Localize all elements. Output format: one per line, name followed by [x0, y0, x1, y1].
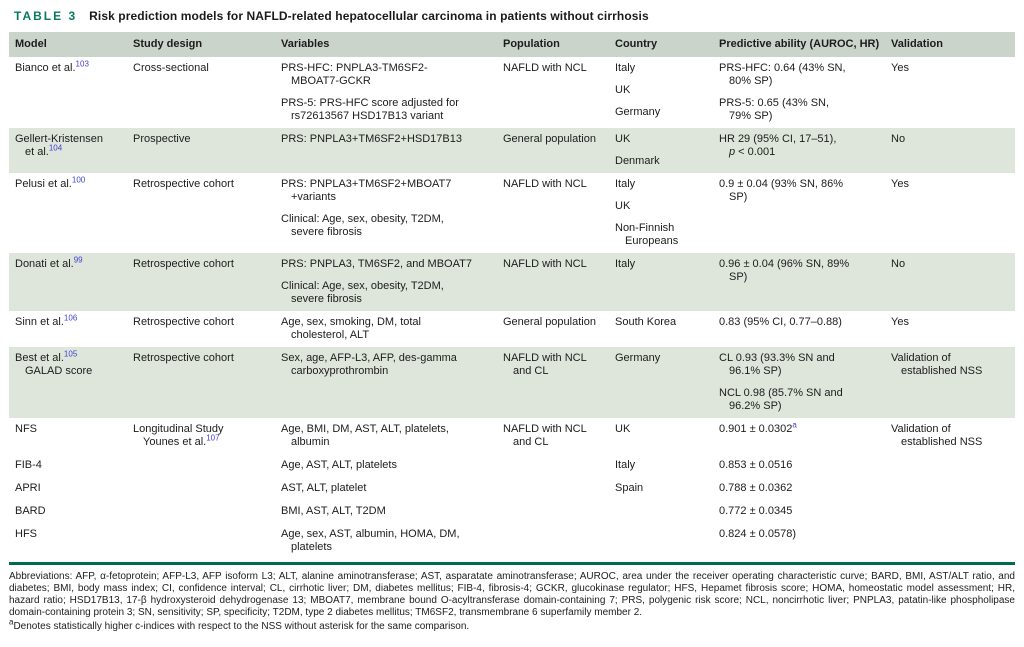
population-text: General population — [503, 133, 596, 145]
design-text: Retrospective cohort — [133, 178, 234, 190]
cell-design — [133, 477, 281, 500]
table-row — [9, 173, 1015, 253]
predictive-text: CL 0.93 (93.3% SN and 96.1% SP) — [719, 352, 835, 377]
validation-text: Validation of established NSS — [891, 352, 983, 377]
cell-validation — [891, 523, 1015, 559]
table-body — [9, 57, 1015, 559]
cell-population — [503, 500, 615, 523]
predictive-text: 0.853 ± 0.0516 — [719, 459, 793, 471]
population-text: NAFLD with NCL — [503, 62, 587, 74]
country-text: Germany — [615, 106, 661, 118]
predictive-text: NCL 0.98 (85.7% SN and 96.2% SP) — [719, 387, 843, 412]
cell-population — [503, 347, 615, 418]
cell-validation — [891, 57, 1015, 128]
variables-text: Age, AST, ALT, platelets — [281, 459, 397, 471]
cell-population — [503, 454, 615, 477]
cell-predictive — [719, 477, 891, 500]
model-text: FIB-4 — [15, 459, 42, 471]
cell-validation — [891, 253, 1015, 311]
model-text: Gellert-Kristensen et al.$^{104}$ — [15, 133, 104, 158]
col-header-validation: Validation — [891, 32, 1015, 57]
cell-model — [9, 347, 133, 418]
predictive-text: 0.901 ± 0.0302$^a$ — [719, 420, 797, 435]
cell-predictive — [719, 523, 891, 559]
cell-design — [133, 523, 281, 559]
validation-text: Yes — [891, 62, 909, 74]
citation-ref[interactable]: 105 — [63, 349, 78, 359]
validation-text: Yes — [891, 316, 909, 328]
cell-model — [9, 418, 133, 454]
col-header-predictive-ability: Predictive ability (AUROC, HR) — [719, 32, 891, 57]
variables-text: AST, ALT, platelet — [281, 482, 367, 494]
cell-design — [133, 500, 281, 523]
cell-country — [615, 454, 719, 477]
cell-validation — [891, 173, 1015, 253]
variables-text: PRS-5: PRS-HFC score adjusted for rs72613567 HSD17B13 variant — [281, 97, 459, 122]
cell-country — [615, 311, 719, 347]
risk-models-table — [9, 32, 1015, 559]
table-caption-text: Risk prediction models for NAFLD-related hepatocellular carcinoma in patients without cirrhosis — [89, 9, 649, 23]
footnote-marker: a — [9, 617, 14, 627]
cell-variables — [281, 253, 503, 311]
citation-ref[interactable]: 106 — [63, 313, 78, 323]
predictive-text: 0.96 ± 0.04 (96% SN, 89% SP) — [719, 258, 850, 283]
cell-population — [503, 173, 615, 253]
model-text: Sinn et al.$^{106}$ — [15, 313, 78, 328]
design-text: Retrospective cohort — [133, 352, 234, 364]
cell-predictive — [719, 128, 891, 173]
variables-text: PRS: PNPLA3+TM6SF2+MBOAT7 +variants — [281, 178, 452, 203]
cell-country — [615, 253, 719, 311]
cell-variables — [281, 347, 503, 418]
cell-country — [615, 500, 719, 523]
cell-predictive — [719, 454, 891, 477]
country-text: Non-Finnish Europeans — [615, 222, 679, 247]
cell-variables — [281, 500, 503, 523]
table-row — [9, 253, 1015, 311]
cell-country — [615, 347, 719, 418]
country-text: Spain — [615, 482, 644, 494]
validation-text: Yes — [891, 178, 909, 190]
cell-model — [9, 477, 133, 500]
variables-text: Clinical: Age, sex, obesity, T2DM, severe fibrosis — [281, 280, 444, 305]
variables-text: Age, BMI, DM, AST, ALT, platelets, albumin — [281, 423, 449, 448]
cell-population — [503, 523, 615, 559]
cell-design — [133, 418, 281, 454]
cell-predictive — [719, 253, 891, 311]
country-text: Italy — [615, 258, 636, 270]
table-bottom-rule — [9, 562, 1015, 565]
citation-ref[interactable]: 103 — [75, 59, 89, 69]
validation-text: Validation of established NSS — [891, 423, 983, 448]
table-row — [9, 523, 1015, 559]
country-text: Italy — [615, 178, 636, 190]
cell-validation — [891, 477, 1015, 500]
cell-model — [9, 173, 133, 253]
cell-predictive — [719, 311, 891, 347]
table-row — [9, 347, 1015, 418]
table-row — [9, 418, 1015, 454]
cell-population — [503, 253, 615, 311]
cell-design — [133, 128, 281, 173]
col-header-population: Population — [503, 32, 615, 57]
population-text: NAFLD with NCL and CL — [503, 352, 587, 377]
cell-predictive — [719, 347, 891, 418]
model-text: APRI — [15, 482, 41, 494]
cell-population — [503, 418, 615, 454]
variables-text: PRS: PNPLA3+TM6SF2+HSD17B13 — [281, 133, 462, 145]
country-text: Germany — [615, 352, 661, 364]
country-text: South Korea — [615, 316, 677, 328]
table-row — [9, 477, 1015, 500]
cell-design — [133, 173, 281, 253]
citation-ref[interactable]: 104 — [48, 143, 63, 153]
cell-country — [615, 57, 719, 128]
population-text: NAFLD with NCL — [503, 258, 587, 270]
citation-ref[interactable]: 99 — [73, 255, 83, 265]
abbreviations-footnote: Abbreviations: AFP, α-fetoprotein; AFP-L3, AFP isoform L3; ALT, alanine aminotransferase; AST, asparatate aminotransferase; AUROC, area under the receiver operating characteristic curve; BARD, BMI, AST/ALT ratio, and diabetes; BMI, body mass index; CI, confidence interval; CL, cirrhotic liver; DM, diabetes mellitus; FIB-4, fibrosis-4; GCKR, glucokinase regulator; HFS, Hepamet fibrosis score; HOMA, homeostatic model assessment; HR, hazard ratio; HSD17B13, 17-β hydroxysteroid dehydrogenase 13; MBOAT7, membrane bound O-acyltransferase domain-containing 7; PRS, polygenic risk score; NCL, noncirrhotic liver; PNPLA3, patatin-like phospholipase domain-containing protein 3; SN, sensitivity; SP, specificity; T2DM, type 2 diabetes mellitus; TM6SF2, transmembrane 6 superfamily member 2. — [9, 571, 1015, 618]
design-text: Longitudinal Study Younes et al.$^{107}$ — [133, 423, 224, 448]
table-row — [9, 311, 1015, 347]
cell-predictive — [719, 418, 891, 454]
col-header-study-design: Study design — [133, 32, 281, 57]
design-text: Retrospective cohort — [133, 258, 234, 270]
cell-population — [503, 311, 615, 347]
cell-design — [133, 311, 281, 347]
validation-text: No — [891, 258, 906, 270]
table-row — [9, 500, 1015, 523]
population-text: NAFLD with NCL and CL — [503, 423, 587, 448]
design-text: Retrospective cohort — [133, 316, 234, 328]
predictive-text: 0.9 ± 0.04 (93% SN, 86% SP) — [719, 178, 844, 203]
cell-validation — [891, 500, 1015, 523]
table-row — [9, 454, 1015, 477]
population-text: General population — [503, 316, 596, 328]
variables-text: Age, sex, AST, albumin, HOMA, DM, platelets — [281, 528, 460, 553]
cell-variables — [281, 523, 503, 559]
citation-ref[interactable]: a — [792, 420, 797, 430]
predictive-text: HR 29 (95% CI, 17–51), p < 0.001 — [719, 133, 837, 158]
predictive-text: PRS-HFC: 0.64 (43% SN, 80% SP) — [719, 62, 846, 87]
country-text: Italy — [615, 459, 636, 471]
cell-validation — [891, 418, 1015, 454]
cell-variables — [281, 454, 503, 477]
cell-validation — [891, 311, 1015, 347]
cell-model — [9, 454, 133, 477]
cell-population — [503, 128, 615, 173]
cell-variables — [281, 418, 503, 454]
cell-variables — [281, 311, 503, 347]
cell-model — [9, 57, 133, 128]
predictive-text: 0.824 ± 0.0578) — [719, 528, 796, 540]
design-text: Prospective — [133, 133, 191, 145]
cell-predictive — [719, 500, 891, 523]
model-text: Bianco et al.$^{103}$ — [15, 59, 89, 74]
footnote-a: $^a$Denotes statistically higher c-indices with respect to the NSS without asterisk for the same comparison. — [9, 617, 470, 632]
predictive-text: 0.788 ± 0.0362 — [719, 482, 793, 494]
model-text: Pelusi et al.$^{100}$ — [15, 175, 86, 190]
cell-model — [9, 128, 133, 173]
cell-variables — [281, 57, 503, 128]
cell-variables — [281, 477, 503, 500]
citation-ref[interactable]: 100 — [71, 175, 86, 185]
cell-predictive — [719, 173, 891, 253]
col-header-variables: Variables — [281, 32, 503, 57]
variables-text: PRS: PNPLA3, TM6SF2, and MBOAT7 — [281, 258, 472, 270]
design-text: Cross-sectional — [133, 62, 209, 74]
table-row — [9, 57, 1015, 128]
validation-text: No — [891, 133, 906, 145]
col-header-model: Model — [9, 32, 133, 57]
model-text: Best et al.$^{105}$ GALAD score — [15, 349, 93, 377]
predictive-text: PRS-5: 0.65 (43% SN, 79% SP) — [719, 97, 830, 122]
cell-model — [9, 500, 133, 523]
model-text: BARD — [15, 505, 46, 517]
variables-text: BMI, AST, ALT, T2DM — [281, 505, 386, 517]
col-header-country: Country — [615, 32, 719, 57]
table-row — [9, 128, 1015, 173]
cell-validation — [891, 454, 1015, 477]
cell-validation — [891, 347, 1015, 418]
cell-population — [503, 477, 615, 500]
cell-variables — [281, 173, 503, 253]
cell-model — [9, 253, 133, 311]
population-text: NAFLD with NCL — [503, 178, 587, 190]
country-text: UK — [615, 423, 631, 435]
variables-text: PRS-HFC: PNPLA3-TM6SF2- MBOAT7-GCKR — [281, 62, 428, 87]
cell-country — [615, 418, 719, 454]
country-text: Italy — [615, 62, 636, 74]
cell-design — [133, 57, 281, 128]
model-text: Donati et al.$^{99}$ — [15, 255, 83, 270]
cell-country — [615, 173, 719, 253]
cell-design — [133, 454, 281, 477]
cell-validation — [891, 128, 1015, 173]
country-text: UK — [615, 200, 631, 212]
model-text: NFS — [15, 423, 37, 435]
predictive-text: 0.772 ± 0.0345 — [719, 505, 793, 517]
table-caption — [14, 9, 1015, 23]
country-text: UK — [615, 133, 631, 145]
cell-design — [133, 253, 281, 311]
variables-text: Age, sex, smoking, DM, total cholesterol, ALT — [281, 316, 421, 341]
cell-model — [9, 523, 133, 559]
table-label: TABLE 3 — [14, 9, 78, 23]
cell-variables — [281, 128, 503, 173]
cell-country — [615, 477, 719, 500]
variables-text: Sex, age, AFP-L3, AFP, des-gamma carboxyprothrombin — [281, 352, 457, 377]
header-row — [9, 32, 1015, 57]
country-text: Denmark — [615, 155, 660, 167]
citation-ref[interactable]: 107 — [206, 433, 220, 443]
model-text: HFS — [15, 528, 37, 540]
cell-design — [133, 347, 281, 418]
cell-country — [615, 128, 719, 173]
cell-model — [9, 311, 133, 347]
country-text: UK — [615, 84, 631, 96]
cell-population — [503, 57, 615, 128]
predictive-text: 0.83 (95% CI, 0.77–0.88) — [719, 316, 842, 328]
variables-text: Clinical: Age, sex, obesity, T2DM, severe fibrosis — [281, 213, 444, 238]
cell-country — [615, 523, 719, 559]
cell-predictive — [719, 57, 891, 128]
